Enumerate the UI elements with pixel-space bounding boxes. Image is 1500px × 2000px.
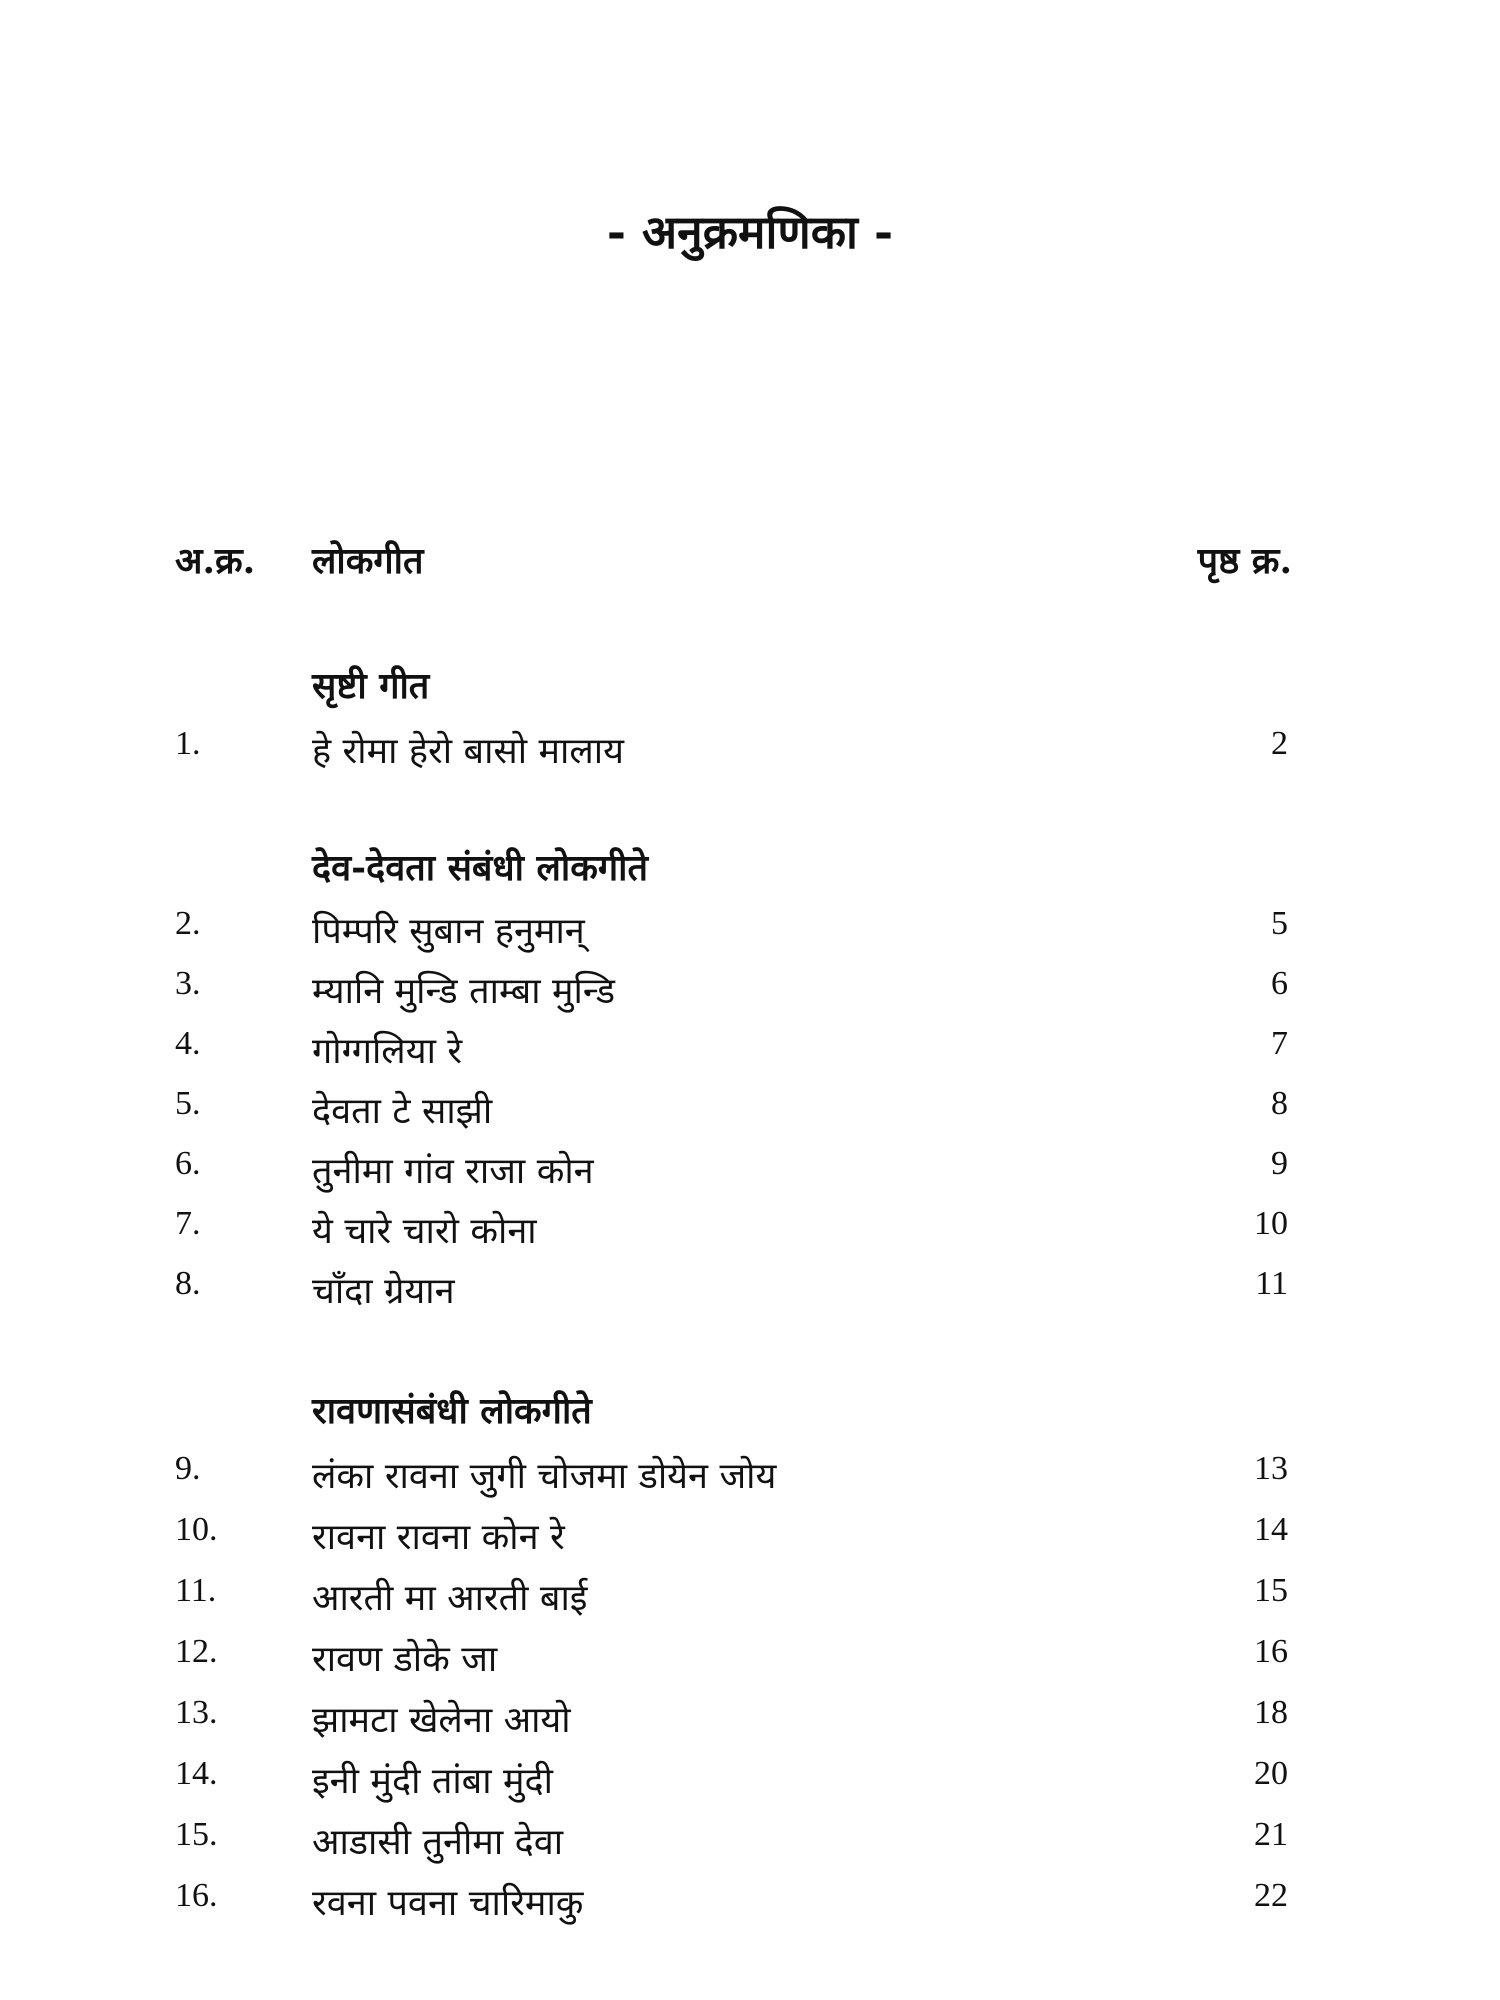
- item-number: 4.: [175, 1025, 201, 1062]
- item-page: 10: [1254, 1205, 1288, 1242]
- item-title: तुनीमा गांव राजा कोन: [312, 1151, 594, 1192]
- item-number: 11.: [175, 1572, 217, 1609]
- item-page: 6: [1271, 965, 1288, 1002]
- column-header-song: लोकगीत: [312, 540, 424, 582]
- item-number: 7.: [175, 1205, 201, 1242]
- item-title: झामटा खेलेना आयो: [312, 1700, 571, 1741]
- item-number: 1.: [175, 725, 201, 762]
- list-item: [0, 1450, 1500, 1510]
- item-number: 16.: [175, 1877, 218, 1914]
- item-title: रावना रावना कोन रे: [312, 1517, 565, 1558]
- item-number: 3.: [175, 965, 201, 1002]
- list-item: [0, 1265, 1500, 1325]
- item-page: 9: [1271, 1145, 1288, 1182]
- page-title: - अनुक्रमणिका -: [606, 205, 894, 259]
- item-title: ये चारे चारो कोना: [312, 1211, 537, 1252]
- item-page: 11: [1255, 1265, 1288, 1302]
- item-page: 20: [1254, 1755, 1288, 1792]
- item-title: रावण डोके जा: [312, 1639, 498, 1680]
- item-title: देवता टे साझी: [312, 1091, 493, 1132]
- item-page: 13: [1254, 1450, 1288, 1487]
- item-page: 8: [1271, 1085, 1288, 1122]
- item-page: 15: [1254, 1572, 1288, 1609]
- item-title: आडासी तुनीमा देवा: [312, 1822, 564, 1863]
- list-item: [0, 905, 1500, 965]
- item-number: 6.: [175, 1145, 201, 1182]
- item-page: 22: [1254, 1877, 1288, 1914]
- column-header-serial: अ.क्र.: [175, 540, 256, 582]
- item-number: 10.: [175, 1511, 218, 1548]
- item-number: 2.: [175, 905, 201, 942]
- item-title: हे रोमा हेरो बासो मालाय: [312, 731, 624, 772]
- list-item: [0, 1633, 1500, 1693]
- item-number: 15.: [175, 1816, 218, 1853]
- item-page: 16: [1254, 1633, 1288, 1670]
- item-number: 13.: [175, 1694, 218, 1731]
- column-header-page: पृष्ठ क्र.: [1197, 540, 1292, 582]
- item-title: लंका रावना जुगी चोजमा डोयेन जोय: [312, 1456, 777, 1497]
- item-number: 5.: [175, 1085, 201, 1122]
- list-item: [0, 1145, 1500, 1205]
- list-item: [0, 1572, 1500, 1632]
- item-number: 9.: [175, 1450, 201, 1487]
- list-item: [0, 1025, 1500, 1085]
- list-item: [0, 1511, 1500, 1571]
- list-item: [0, 1877, 1500, 1937]
- item-title: पिम्परि सुबान हनुमान्: [312, 911, 585, 952]
- item-page: 21: [1254, 1816, 1288, 1853]
- item-title: इनी मुंदी तांबा मुंदी: [312, 1761, 553, 1802]
- list-item: [0, 725, 1500, 785]
- item-title: रवना पवना चारिमाकु: [312, 1883, 584, 1924]
- item-page: 14: [1254, 1511, 1288, 1548]
- item-page: 5: [1271, 905, 1288, 942]
- list-item: [0, 1755, 1500, 1815]
- item-number: 8.: [175, 1265, 201, 1302]
- item-page: 18: [1254, 1694, 1288, 1731]
- section-heading: सृष्टी गीत: [312, 665, 430, 707]
- list-item: [0, 1205, 1500, 1265]
- list-item: [0, 1694, 1500, 1754]
- item-title: आरती मा आरती बाई: [312, 1578, 588, 1619]
- list-item: [0, 1085, 1500, 1145]
- item-number: 14.: [175, 1755, 218, 1792]
- section-heading: देव-देवता संबंधी लोकगीते: [312, 847, 648, 889]
- item-number: 12.: [175, 1633, 218, 1670]
- section-heading: रावणासंबंधी लोकगीते: [312, 1390, 592, 1432]
- item-title: म्यानि मुन्डि ताम्बा मुन्डि: [312, 971, 615, 1012]
- item-page: 2: [1271, 725, 1288, 762]
- item-page: 7: [1271, 1025, 1288, 1062]
- item-title: चाँदा ग्रेयान: [312, 1271, 455, 1312]
- item-title: गोग्गलिया रे: [312, 1031, 463, 1072]
- list-item: [0, 965, 1500, 1025]
- list-item: [0, 1816, 1500, 1876]
